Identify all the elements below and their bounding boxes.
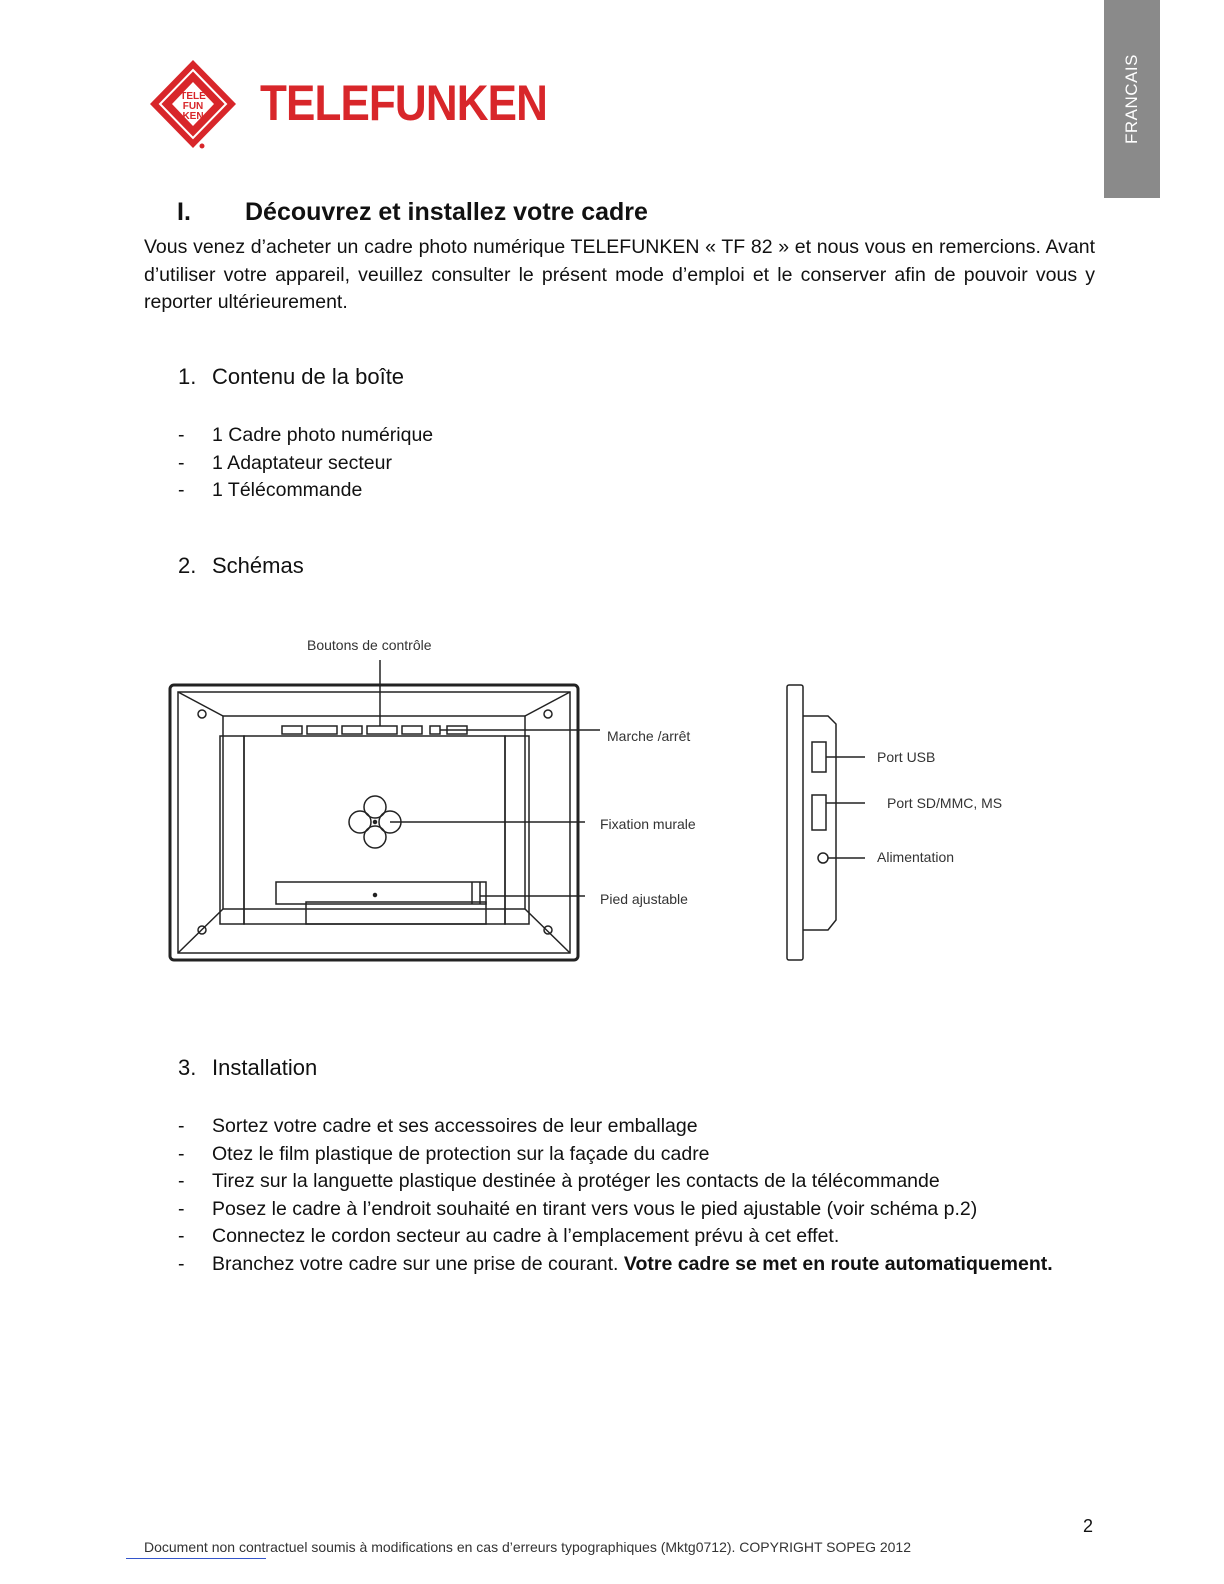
telefunken-logo bbox=[150, 60, 547, 152]
contents-heading bbox=[178, 364, 404, 390]
frame-diagram bbox=[160, 630, 1060, 970]
label-wall-mount: Fixation murale bbox=[600, 816, 696, 832]
usb-port bbox=[812, 742, 826, 772]
frame-back-panel bbox=[223, 716, 525, 909]
frame-side-outline bbox=[787, 685, 803, 960]
label-power: Marche /arrêt bbox=[607, 728, 691, 744]
list-item: - Otez le film plastique de protection sur la façade du cadre bbox=[178, 1141, 1095, 1169]
card-slot bbox=[812, 795, 826, 830]
label-stand: Pied ajustable bbox=[600, 891, 688, 907]
footer-note: Document non contractuel soumis à modifications en cas d’erreurs typographiques (Mktg0712). COPYRIGHT SOPEG 2012 bbox=[144, 1539, 911, 1555]
list-item: - 1 Adaptateur secteur bbox=[178, 450, 433, 478]
schemas-title: Schémas bbox=[212, 553, 304, 578]
control-button bbox=[367, 726, 397, 734]
page-number: 2 bbox=[1083, 1516, 1094, 1536]
schemas-heading bbox=[178, 553, 304, 579]
list-item-bold: Votre cadre se met en route automatiquement. bbox=[623, 1252, 1053, 1275]
adjustable-stand bbox=[276, 882, 486, 904]
badge-letters: KEN bbox=[182, 111, 204, 122]
badge-letters: TELE bbox=[180, 91, 206, 102]
language-tab bbox=[1104, 0, 1160, 198]
screw-icon bbox=[544, 710, 552, 718]
label-usb: Port USB bbox=[877, 749, 936, 765]
intro-paragraph: Vous venez d’acheter un cadre photo numérique TELEFUNKEN « TF 82 » et nous vous en remercions. Avant d’utiliser votre appareil, veuillez consulter le présent mode d’emploi et le conserver afin de pouvoir vous y reporter ultérieurement. bbox=[144, 236, 1095, 313]
list-item bbox=[178, 1251, 1095, 1279]
contents-number: 1. bbox=[178, 364, 197, 389]
screw-icon bbox=[544, 926, 552, 934]
footer-rule bbox=[126, 1558, 266, 1559]
list-item: - Sortez votre cadre et ses accessoires de leur emballage bbox=[178, 1113, 1095, 1141]
contents-title: Contenu de la boîte bbox=[212, 364, 405, 389]
label-card-port: Port SD/MMC, MS bbox=[887, 795, 1003, 811]
control-button bbox=[307, 726, 337, 734]
list-item: - 1 Télécommande bbox=[178, 477, 433, 505]
list-item: - Tirez sur la languette plastique destinée à protéger les contacts de la télécommande bbox=[178, 1168, 1095, 1196]
list-item: - 1 Cadre photo numérique bbox=[178, 422, 433, 450]
installation-list bbox=[178, 1113, 1095, 1278]
label-power-in: Alimentation bbox=[877, 849, 955, 865]
telefunken-badge-icon bbox=[150, 60, 250, 152]
label-control-buttons: Boutons de contrôle bbox=[307, 637, 432, 653]
badge-letters: FUN bbox=[182, 101, 204, 112]
section-title bbox=[177, 198, 648, 227]
section-title-text: Découvrez et installez votre cadre bbox=[245, 198, 648, 226]
list-item: - Posez le cadre à l’endroit souhaité en tirant vers vous le pied ajustable (voir schéma p.2) bbox=[178, 1196, 1095, 1224]
contents-list bbox=[178, 422, 433, 505]
schemas-number: 2. bbox=[178, 553, 197, 578]
installation-title: Installation bbox=[212, 1055, 318, 1080]
language-label: FRANCAIS bbox=[1122, 54, 1141, 144]
section-number: I. bbox=[177, 198, 191, 226]
screw-icon bbox=[198, 710, 206, 718]
power-jack bbox=[818, 853, 828, 863]
installation-number: 3. bbox=[178, 1055, 197, 1080]
list-item: - Connectez le cordon secteur au cadre à l’emplacement prévu à cet effet. bbox=[178, 1223, 1095, 1251]
control-button bbox=[342, 726, 362, 734]
control-button bbox=[282, 726, 302, 734]
installation-heading bbox=[178, 1055, 317, 1081]
brand-wordmark: TELEFUNKEN bbox=[260, 75, 547, 131]
power-button bbox=[430, 726, 440, 734]
list-item-text: Branchez votre cadre sur une prise de courant. bbox=[212, 1252, 619, 1275]
control-button bbox=[402, 726, 422, 734]
frame-side-body bbox=[803, 716, 836, 930]
